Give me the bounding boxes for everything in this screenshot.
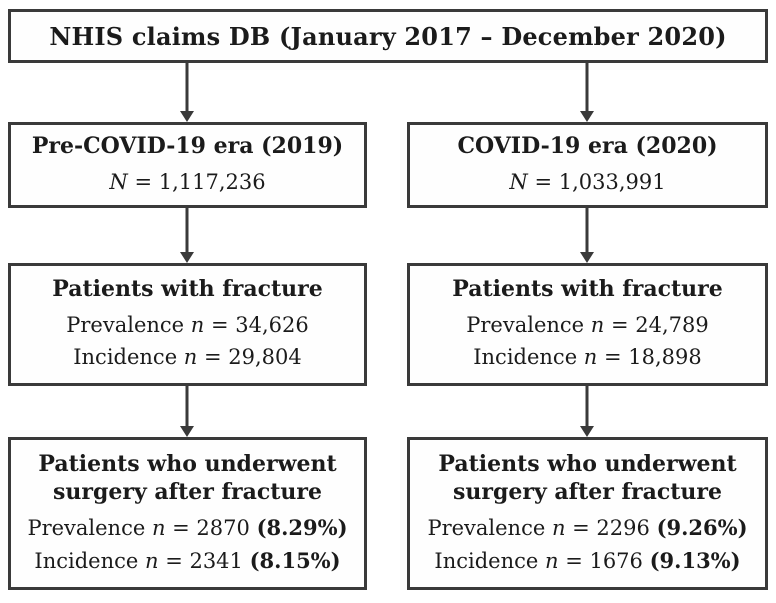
surgery-box-pre-covid <box>8 437 367 590</box>
n-variable: n <box>151 516 166 541</box>
n-variable: n <box>583 345 598 370</box>
n-value: = 1,033,991 <box>527 169 666 194</box>
incidence-label: Incidence <box>473 345 584 370</box>
prevalence-value: = 2296 <box>565 516 657 541</box>
down-arrow <box>180 385 194 437</box>
prevalence-line <box>427 512 747 545</box>
down-arrow <box>580 385 594 437</box>
database-title: NHIS claims DB (January 2017 – December 2020) <box>49 21 727 51</box>
era-heading: COVID-19 era (2020) <box>457 132 718 159</box>
incidence-value: = 2341 <box>158 548 250 573</box>
era-n-line <box>509 166 665 199</box>
prevalence-line <box>66 309 308 342</box>
era-heading: Pre-COVID-19 era (2019) <box>31 132 344 159</box>
fracture-box-pre-covid <box>8 263 367 386</box>
n-variable: n <box>590 312 605 337</box>
n-variable: n <box>144 548 159 573</box>
prevalence-label: Prevalence <box>27 516 152 541</box>
n-variable: n <box>183 345 198 370</box>
arrow-head-icon <box>580 111 594 122</box>
down-arrow <box>180 63 194 122</box>
incidence-line <box>34 545 340 578</box>
n-variable: N <box>109 169 128 194</box>
n-variable: n <box>190 312 205 337</box>
arrow-stem <box>586 208 589 255</box>
arrow-stem <box>186 385 189 429</box>
fracture-heading: Patients with fracture <box>452 276 723 303</box>
n-variable: N <box>509 169 528 194</box>
arrow-stem <box>586 385 589 429</box>
prevalence-value: = 24,789 <box>604 312 709 337</box>
incidence-line <box>434 545 740 578</box>
incidence-label: Incidence <box>73 345 184 370</box>
prevalence-label: Prevalence <box>66 312 191 337</box>
prevalence-label: Prevalence <box>466 312 591 337</box>
prevalence-value: = 34,626 <box>204 312 309 337</box>
fracture-box-covid <box>407 263 768 386</box>
surgery-box-covid <box>407 437 768 590</box>
incidence-value: = 1676 <box>558 548 650 573</box>
prevalence-percent: (8.29%) <box>256 515 348 541</box>
n-variable: n <box>551 516 566 541</box>
incidence-percent: (9.13%) <box>649 547 741 573</box>
arrow-stem <box>586 63 589 114</box>
down-arrow <box>580 208 594 263</box>
prevalence-label: Prevalence <box>427 516 552 541</box>
incidence-percent: (8.15%) <box>249 547 341 573</box>
prevalence-value: = 2870 <box>165 516 257 541</box>
prevalence-percent: (9.26%) <box>656 515 748 541</box>
arrow-head-icon <box>580 252 594 263</box>
era-n-line <box>109 166 265 199</box>
arrow-head-icon <box>180 426 194 437</box>
surgery-heading: Patients who underwent surgery after fracture <box>38 450 337 506</box>
surgery-heading: Patients who underwent surgery after fracture <box>438 450 737 506</box>
database-box <box>8 9 768 63</box>
arrow-head-icon <box>180 252 194 263</box>
n-variable: n <box>544 548 559 573</box>
incidence-label: Incidence <box>34 548 145 573</box>
down-arrow <box>580 63 594 122</box>
incidence-line <box>73 341 302 374</box>
era-box-pre-covid <box>8 122 367 208</box>
incidence-line <box>473 341 702 374</box>
era-box-covid <box>407 122 768 208</box>
incidence-value: = 18,898 <box>597 345 702 370</box>
incidence-value: = 29,804 <box>197 345 302 370</box>
prevalence-line <box>466 309 708 342</box>
down-arrow <box>180 208 194 263</box>
arrow-head-icon <box>580 426 594 437</box>
arrow-head-icon <box>180 111 194 122</box>
prevalence-line <box>27 512 347 545</box>
arrow-stem <box>186 63 189 114</box>
n-value: = 1,117,236 <box>127 169 266 194</box>
arrow-stem <box>186 208 189 255</box>
fracture-heading: Patients with fracture <box>52 276 323 303</box>
incidence-label: Incidence <box>434 548 545 573</box>
